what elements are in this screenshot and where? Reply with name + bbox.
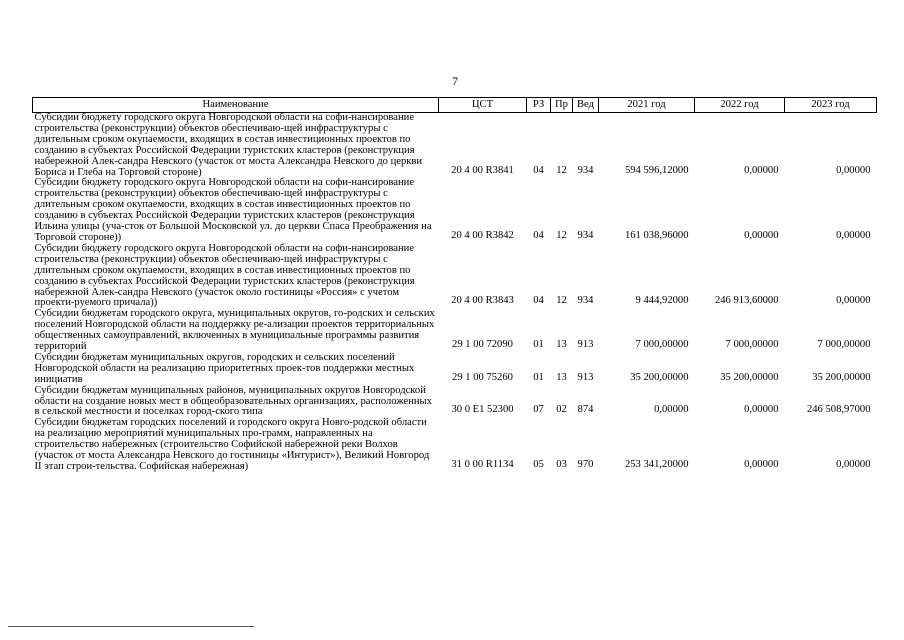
row-cst: 31 0 00 R1134 <box>451 459 514 470</box>
row-2021: 594 596,12000 <box>624 164 689 176</box>
row-rz: 07 <box>533 404 544 416</box>
row-2023: 7 000,00000 <box>817 339 871 351</box>
row-2022: 35 200,00000 <box>720 371 779 383</box>
row-rz: 01 <box>533 371 544 383</box>
row-rz: 04 <box>533 229 544 241</box>
row-cst: 30 0 E1 52300 <box>451 404 514 416</box>
row-cst: 29 1 00 72090 <box>452 339 513 351</box>
row-rz: 01 <box>533 339 544 351</box>
header-cst: ЦСТ <box>439 98 527 113</box>
row-2021: 9 444,92000 <box>635 295 689 307</box>
row-ved: 934 <box>577 164 594 176</box>
row-rz: 04 <box>533 164 544 176</box>
table-row <box>33 244 877 309</box>
row-ved: 913 <box>577 371 594 383</box>
row-name: Субсидии бюджету городского округа Новгородской области на софи-нансирование строительства (реконструкции) объектов обеспечиваю-щей инфраструктуры с длительным сроком окупаемости, входящих в состав инвестиционных проектов по созданию в субъектах Российской Федерации туристских кластеров (реконструкция Ильина улицы (уча-сток от Большой Московской ул. до церкви Спаса Преображения на Торговой стороне)) <box>34 177 432 243</box>
row-2022: 246 913,60000 <box>714 295 779 307</box>
row-2023: 246 508,97000 <box>806 404 871 416</box>
budget-table <box>32 97 877 473</box>
header-ved: Вед <box>573 98 599 113</box>
row-pr: 12 <box>556 229 567 241</box>
row-2022: 7 000,00000 <box>725 339 779 351</box>
row-2023: 0,00000 <box>836 295 871 307</box>
row-ved: 913 <box>577 339 594 351</box>
page-number: 7 <box>452 74 458 88</box>
row-name: Субсидии бюджетам городских поселений и городского округа Новго-родской области на реализацию мероприятий муниципальных про-грамм, направленных на строительство набережных (строительство Софийской набережной реки Волхов (участок от моста Александра Невского до гостиницы «Интурист»), Великий Новгород II этап строи-тельства. Софийская набережная) <box>34 417 430 472</box>
row-ved: 934 <box>577 229 594 241</box>
row-ved: 874 <box>577 404 594 416</box>
header-name: Наименование <box>33 98 439 113</box>
header-2021: 2021 год <box>599 98 695 113</box>
bottom-divider <box>8 626 254 627</box>
row-2022: 0,00000 <box>744 459 779 470</box>
row-name: Субсидии бюджетам муниципальных районов, муниципальных округов Новгородской области на создание новых мест в общеобразовательных организациях, расположенных в сельской местности и поселках город-ского типа <box>34 384 432 418</box>
row-cst: 20 4 00 R3843 <box>451 295 514 307</box>
row-2023: 0,00000 <box>836 459 871 470</box>
row-pr: 13 <box>556 339 567 351</box>
table-row <box>33 386 877 419</box>
row-pr: 13 <box>556 371 567 383</box>
row-cst: 29 1 00 75260 <box>452 371 513 383</box>
row-name: Субсидии бюджету городского округа Новгородской области на софи-нансирование строительства (реконструкции) объектов обеспечиваю-щей инфраструктуры с длительным сроком окупаемости, входящих в состав инвестиционных проектов по созданию в субъектах Российской Федерации туристских кластеров (реконструкция набережной Алек-сандра Невского (участок от моста Александра Невского до церкви Бориса и Глеба на Торговой стороне) <box>34 112 423 178</box>
row-name: Субсидии бюджетам городского округа, муниципальных округов, го-родских и сельских поселений Новгородской области на поддержку ре-ализации проектов территориальных общественных самоуправлений, включенных в муниципальные программы развития территорий <box>34 308 435 353</box>
row-name: Субсидии бюджету городского округа Новгородской области на софи-нансирование строительства (реконструкции) объектов обеспечиваю-щей инфраструктуры с длительным сроком окупаемости, входящих в состав инвестиционных проектов по созданию в субъектах Российской Федерации туристских кластеров (реконструкция набережной Алек-сандра Невского (участок около гостиницы «Россия» с учетом проекти-руемого причала)) <box>34 242 415 309</box>
header-2022: 2022 год <box>695 98 785 113</box>
row-ved: 934 <box>577 295 594 307</box>
row-2022: 0,00000 <box>744 404 779 416</box>
row-cst: 20 4 00 R3841 <box>451 164 514 176</box>
row-2023: 0,00000 <box>836 164 871 176</box>
row-pr: 03 <box>556 459 567 470</box>
row-2023: 35 200,00000 <box>812 371 871 383</box>
table-row <box>33 113 877 179</box>
header-2023: 2023 год <box>785 98 877 113</box>
row-ved: 970 <box>577 459 594 470</box>
row-2022: 0,00000 <box>744 164 779 176</box>
row-cst: 20 4 00 R3842 <box>451 229 514 241</box>
table-row <box>33 353 877 386</box>
row-rz: 05 <box>533 459 544 470</box>
table-row <box>33 178 877 243</box>
row-2021: 7 000,00000 <box>635 339 689 351</box>
row-2021: 161 038,96000 <box>624 229 689 241</box>
row-2021: 253 341,20000 <box>624 459 689 470</box>
row-2021: 0,00000 <box>654 404 689 416</box>
table-row <box>33 418 877 473</box>
row-pr: 02 <box>556 404 567 416</box>
row-name: Субсидии бюджетам муниципальных округов, городских и сельских поселений Новгородской области на реализацию приоритетных проек-тов поддержки местных инициатив <box>34 351 415 385</box>
header-pr: Пр <box>551 98 573 113</box>
row-pr: 12 <box>556 164 567 176</box>
table-header <box>33 98 877 113</box>
row-2022: 0,00000 <box>744 229 779 241</box>
row-2023: 0,00000 <box>836 229 871 241</box>
table-row <box>33 309 877 353</box>
row-pr: 12 <box>556 295 567 307</box>
row-rz: 04 <box>533 295 544 307</box>
row-2021: 35 200,00000 <box>630 371 689 383</box>
header-rz: РЗ <box>527 98 551 113</box>
